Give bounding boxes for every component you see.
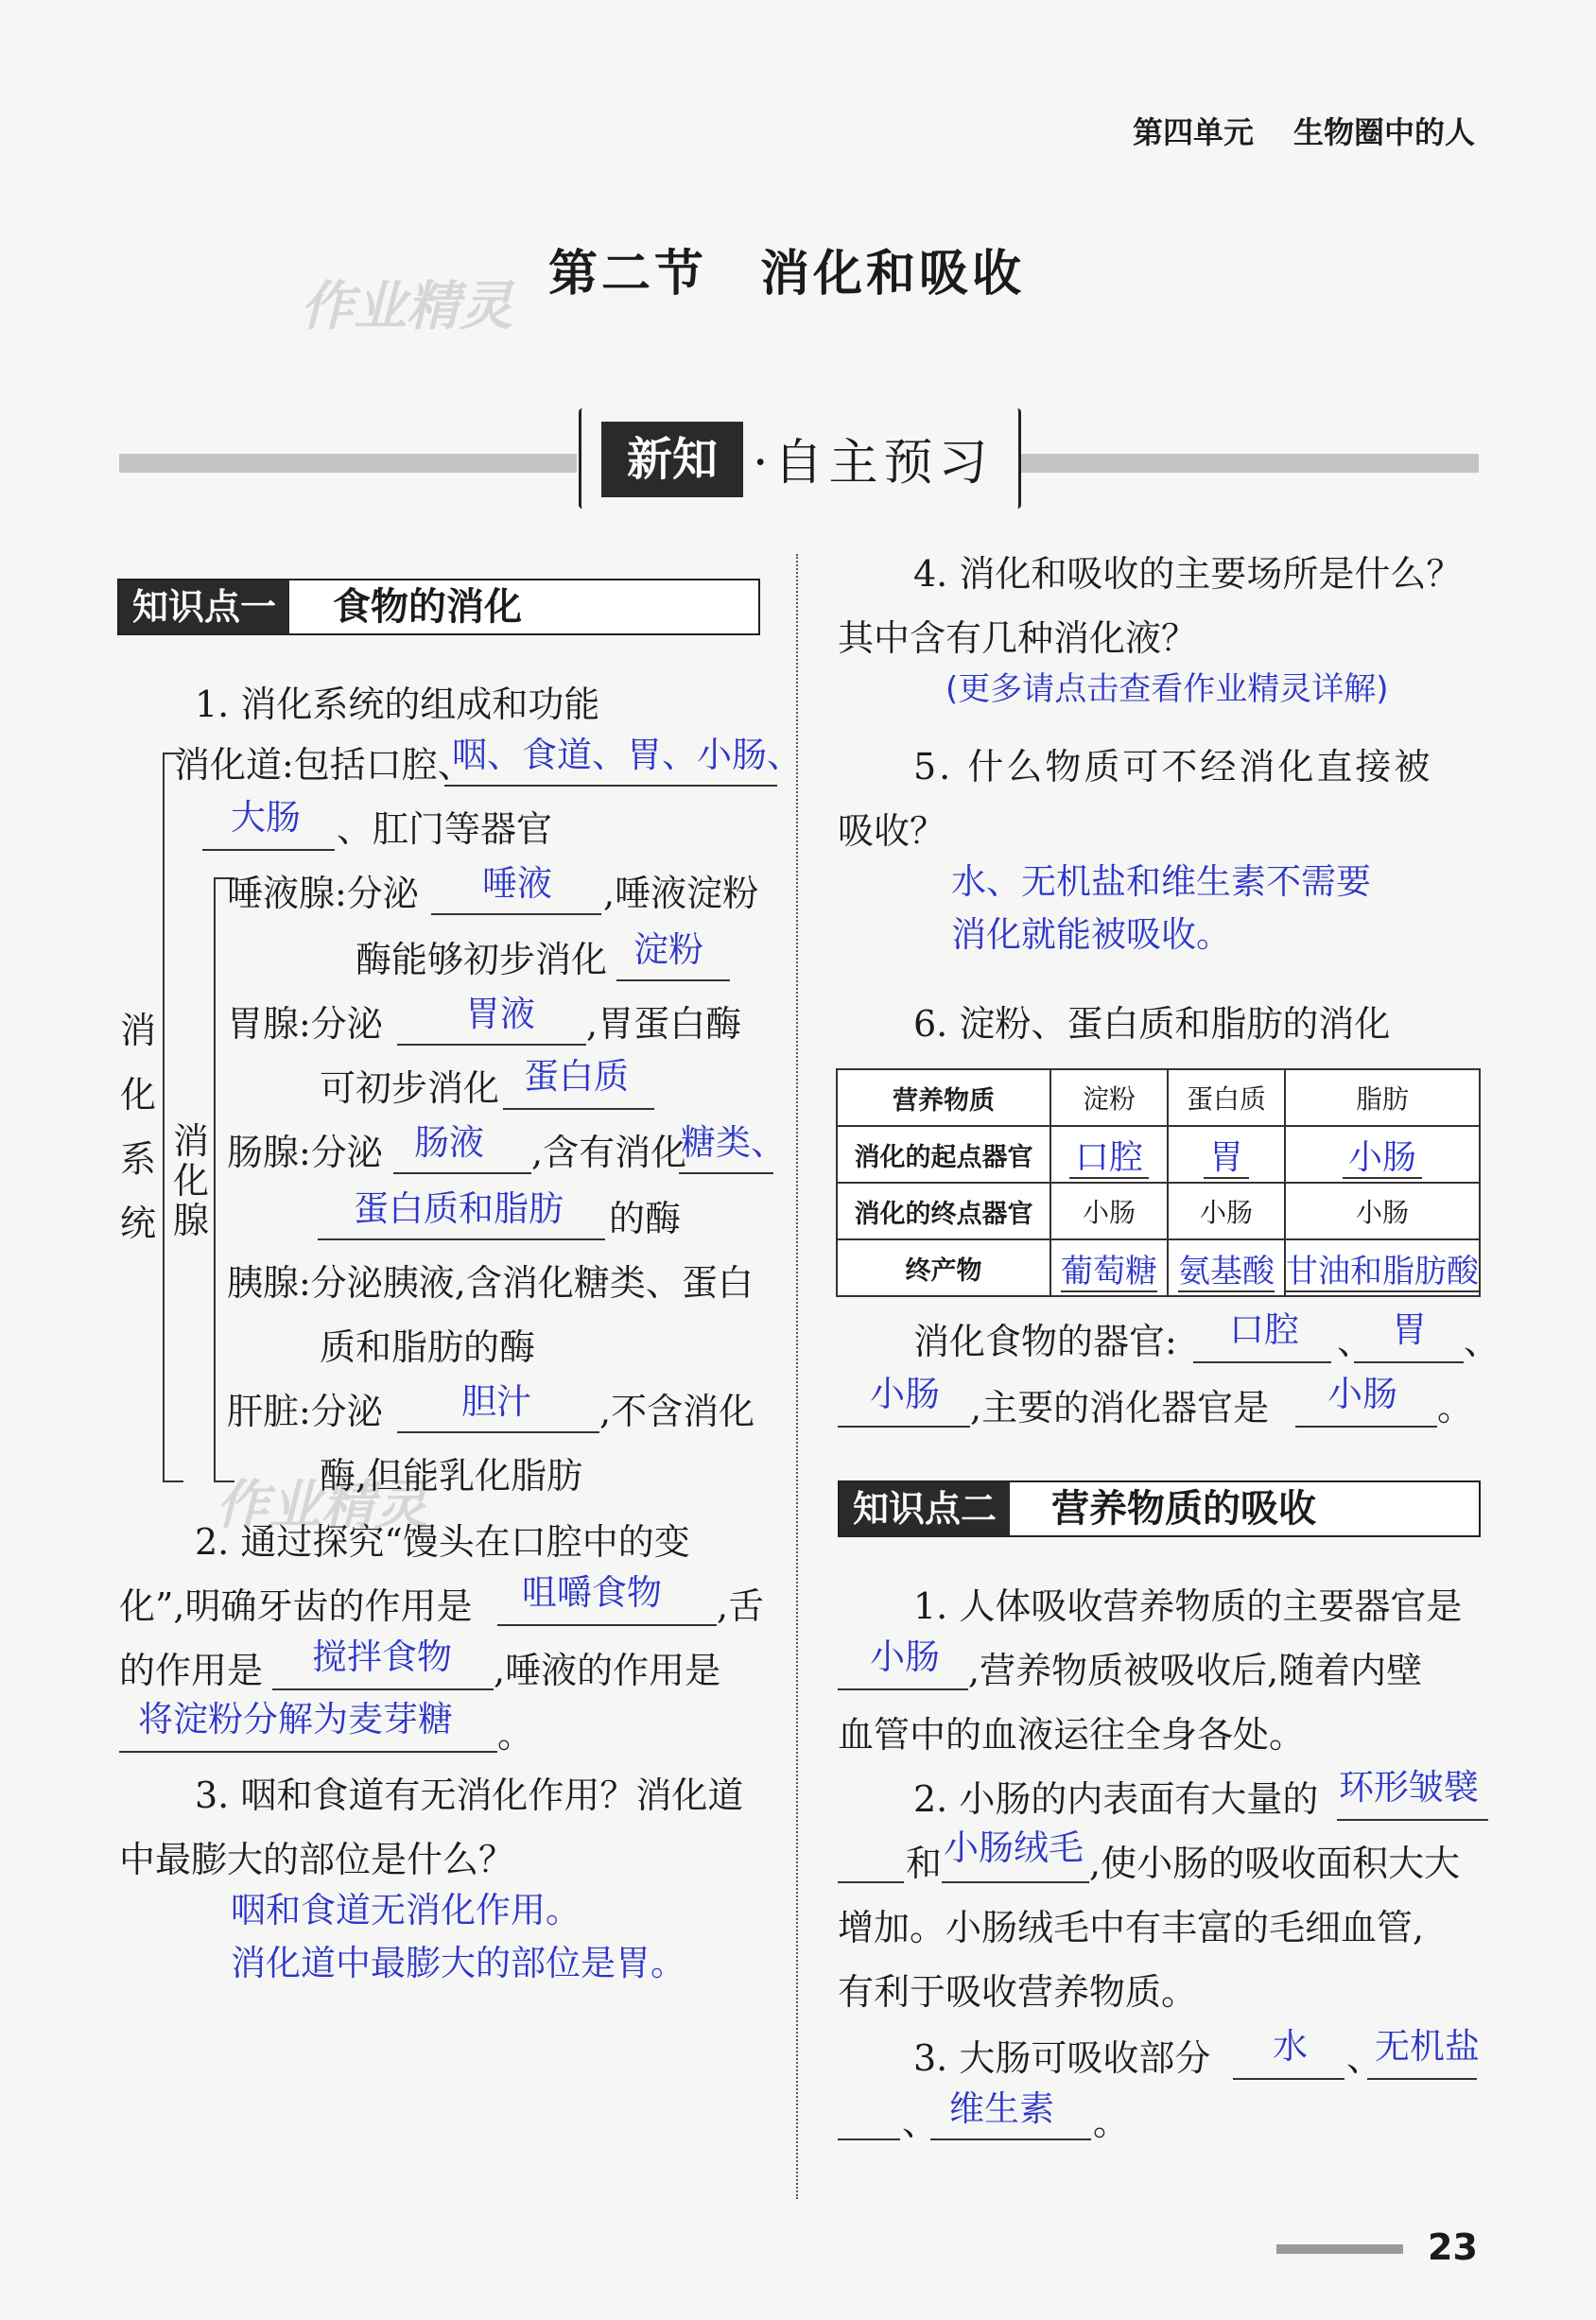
header-fat: 脂肪 — [1285, 1069, 1480, 1126]
tract-blank-2 — [202, 849, 335, 851]
q6-title: 6. 淀粉、蛋白质和脂肪的消化 — [913, 1003, 1391, 1045]
saliva-answer-2: 淀粉 — [633, 929, 703, 970]
q3-answer-2: 消化道中最膨大的部位是胃。 — [231, 1943, 685, 1983]
q5-line2: 吸收？ — [838, 810, 946, 852]
unit-label: 第四单元 — [1133, 114, 1255, 150]
stomach-line2: 可初步消化 — [320, 1067, 500, 1109]
section-title: 第二节 消化和吸收 — [548, 245, 1026, 303]
r2-line2-suffix: ,使小肠的吸收面积大大 — [1089, 1843, 1461, 1884]
saliva-blank-2 — [616, 979, 730, 981]
q2-end: 。 — [497, 1714, 534, 1756]
kp2-title: 营养物质的吸收 — [1051, 1487, 1316, 1531]
q6-organ-blank-2 — [1354, 1361, 1464, 1363]
q3-line1: 3. 咽和食道有无消化作用？消化道 — [195, 1775, 744, 1816]
q6-organ-2: 胃 — [1392, 1309, 1427, 1350]
table-cell: 口腔 — [1050, 1126, 1168, 1183]
pancreas-line2: 质和脂肪的酶 — [320, 1326, 536, 1368]
table-header-row — [837, 1069, 1480, 1126]
q2-answer-3: 将淀粉分解为麦芽糖 — [138, 1699, 453, 1740]
table-cell: 小肠 — [1285, 1183, 1480, 1239]
banner-rule-right — [1021, 454, 1479, 473]
stomach-blank-2 — [503, 1108, 654, 1110]
r3-blank-3 — [930, 2138, 1091, 2140]
saliva-answer: 唾液 — [482, 863, 552, 904]
watermark-mid: 作业精灵 — [216, 1475, 427, 1536]
q6-organ-blank-1 — [1193, 1361, 1331, 1363]
r2-and: 和 — [906, 1843, 943, 1884]
r3-sep: 、 — [1346, 2037, 1383, 2079]
table-cell: 小肠 — [1168, 1183, 1285, 1239]
stomach-blank — [397, 1044, 586, 1046]
q2-answer-2: 搅拌食物 — [312, 1636, 452, 1677]
watermark-top: 作业精灵 — [301, 276, 512, 338]
intestine-answer-2: 糖类、 — [681, 1122, 786, 1163]
q6-main-blank — [1295, 1426, 1437, 1428]
intestine-suffix: 的酶 — [609, 1198, 682, 1239]
intestine-blank-3 — [318, 1238, 605, 1240]
q6-sep-2: 、 — [1464, 1321, 1501, 1362]
intestine-answer-3: 蛋白质和脂肪 — [354, 1188, 564, 1229]
kp1-title: 食物的消化 — [333, 585, 522, 629]
q2-line2-suffix: ,舌 — [717, 1585, 765, 1627]
r1-answer: 小肠 — [870, 1636, 940, 1677]
q2-blank-3 — [119, 1751, 497, 1753]
q6-main-answer: 小肠 — [1327, 1374, 1397, 1414]
table-row — [837, 1239, 1480, 1296]
q2-line1: 2. 通过探究“馒头在口腔中的变 — [195, 1521, 690, 1563]
header-nutrient: 营养物质 — [837, 1069, 1050, 1126]
q6-organ-3: 小肠 — [870, 1374, 940, 1414]
tract-answer-1: 咽、食道、胃、小肠、 — [452, 735, 802, 775]
intestine-blank-2 — [679, 1172, 773, 1174]
q2-line3-suffix: ,唾液的作用是 — [494, 1650, 721, 1691]
table-row — [837, 1183, 1480, 1239]
r2-line3: 增加。小肠绒毛中有丰富的毛细血管, — [838, 1907, 1425, 1948]
q1-title: 1. 消化系统的组成和功能 — [195, 684, 600, 725]
table-cell: 甘油和脂肪酸 — [1285, 1239, 1480, 1296]
table-cell: 氨基酸 — [1168, 1239, 1285, 1296]
r2-line4: 有利于吸收营养物质。 — [838, 1971, 1198, 2013]
q4-line1: 4. 消化和吸收的主要场所是什么？ — [913, 553, 1463, 595]
column-divider — [796, 554, 798, 2199]
q2-line3-prefix: 的作用是 — [119, 1650, 264, 1691]
q6-organ-1: 口腔 — [1229, 1309, 1299, 1350]
gland-label: 消化腺 — [172, 1120, 209, 1241]
kp1-label: 知识点一 — [119, 580, 289, 633]
q5-answer-2: 消化就能被吸收。 — [951, 914, 1231, 955]
intestine-mid: ,含有消化 — [531, 1132, 687, 1173]
r2-answer-2: 小肠绒毛 — [944, 1827, 1084, 1868]
r2-blank-2 — [942, 1881, 1089, 1883]
tract-suffix: 、肛门等器官 — [337, 808, 553, 850]
r1-line2-suffix: ,营养物质被吸收后,随着内壁 — [968, 1650, 1423, 1691]
q4-answer: (更多请点击查看作业精灵详解) — [945, 670, 1389, 708]
row-label-end: 消化的终点器官 — [837, 1183, 1050, 1239]
r2-blank-1b — [838, 1881, 904, 1883]
banner-tag: 新知 — [601, 422, 743, 497]
saliva-prefix: 唾液腺:分泌 — [227, 873, 419, 914]
q6-main-prefix: ,主要的消化器官是 — [970, 1387, 1270, 1428]
saliva-mid: ,唾液淀粉 — [603, 873, 759, 914]
q2-blank-2 — [272, 1688, 494, 1690]
q6-organs-prefix: 消化食物的器官: — [913, 1321, 1177, 1362]
q5-answer-1: 水、无机盐和维生素不需要 — [951, 861, 1371, 902]
q2-answer-1: 咀嚼食物 — [522, 1572, 662, 1613]
unit-title: 生物圈中的人 — [1293, 114, 1476, 150]
q3-line2: 中最膨大的部位是什么？ — [119, 1839, 515, 1880]
q6-sep-1: 、 — [1337, 1321, 1374, 1362]
liver-answer: 胆汁 — [461, 1381, 531, 1422]
table-cell: 小肠 — [1285, 1126, 1480, 1183]
knowledge-point-1-header — [117, 579, 760, 635]
system-brace — [163, 753, 183, 1482]
header-protein: 蛋白质 — [1168, 1069, 1285, 1126]
liver-line2: 酶,但能乳化脂肪 — [320, 1455, 583, 1497]
system-label: 消化系统 — [119, 1010, 156, 1244]
r2-answer-1: 环形皱襞 — [1339, 1767, 1479, 1808]
intestine-answer: 肠液 — [414, 1122, 484, 1163]
row-label-start: 消化的起点器官 — [837, 1126, 1050, 1183]
r3-sep-2: 、 — [902, 2102, 939, 2143]
q3-answer-1: 咽和食道无消化作用。 — [231, 1890, 581, 1930]
liver-mid: ,不含消化 — [599, 1391, 755, 1432]
header-starch: 淀粉 — [1050, 1069, 1168, 1126]
stomach-prefix: 胃腺:分泌 — [227, 1003, 383, 1045]
r1-line3: 血管中的血液运往全身各处。 — [838, 1714, 1306, 1756]
r3-blank-2b — [838, 2138, 900, 2140]
r3-answer-1: 水 — [1273, 2026, 1308, 2067]
stomach-answer-2: 蛋白质 — [524, 1056, 629, 1097]
table-cell: 小肠 — [1050, 1183, 1168, 1239]
saliva-blank — [431, 913, 601, 915]
r3-end: 。 — [1093, 2102, 1130, 2143]
liver-prefix: 肝脏:分泌 — [227, 1391, 383, 1432]
intestine-blank — [393, 1172, 531, 1174]
nutrient-digestion-table — [836, 1068, 1481, 1297]
q4-line2: 其中含有几种消化液？ — [838, 617, 1198, 659]
intestine-prefix: 肠腺:分泌 — [227, 1132, 383, 1173]
q2-blank-1 — [497, 1624, 717, 1626]
r1-blank — [838, 1688, 968, 1690]
r3-blank-2a — [1367, 2078, 1477, 2080]
r3-answer-2: 无机盐 — [1375, 2026, 1480, 2067]
r3-line1-prefix: 3. 大肠可吸收部分 — [913, 2037, 1211, 2079]
tract-prefix: 消化道:包括口腔、 — [174, 744, 474, 786]
r3-answer-3: 维生素 — [949, 2088, 1054, 2129]
table-cell: 胃 — [1168, 1126, 1285, 1183]
pancreas-line1: 胰腺:分泌胰液,含消化糖类、蛋白 — [227, 1262, 754, 1304]
stomach-answer: 胃液 — [465, 994, 535, 1034]
tract-blank-1 — [444, 785, 777, 787]
r2-blank-1a — [1337, 1819, 1488, 1821]
row-label-product: 终产物 — [837, 1239, 1050, 1296]
page-number: 23 — [1428, 2226, 1478, 2268]
knowledge-point-2-header — [838, 1480, 1481, 1537]
table-cell: 葡萄糖 — [1050, 1239, 1168, 1296]
q2-line2-prefix: 化”,明确牙齿的作用是 — [119, 1585, 473, 1627]
stomach-mid: ,胃蛋白酶 — [586, 1003, 742, 1045]
liver-blank — [397, 1431, 599, 1433]
banner-title: ·自主预习 — [753, 435, 994, 492]
q5-line1: 5. 什么物质可不经消化直接被 — [913, 746, 1433, 788]
r3-blank-1 — [1233, 2078, 1344, 2080]
banner-rule-left — [119, 454, 577, 473]
r1-line1: 1. 人体吸收营养物质的主要器官是 — [913, 1585, 1463, 1627]
q6-end: 。 — [1437, 1387, 1474, 1428]
kp2-label: 知识点二 — [840, 1482, 1010, 1535]
tract-answer-2: 大肠 — [231, 797, 301, 838]
table-row — [837, 1126, 1480, 1183]
footer-bar — [1276, 2244, 1403, 2254]
r2-line1-prefix: 2. 小肠的内表面有大量的 — [913, 1778, 1319, 1820]
q6-organ-blank-3 — [838, 1426, 970, 1428]
saliva-line2: 酶能够初步消化 — [356, 939, 608, 980]
